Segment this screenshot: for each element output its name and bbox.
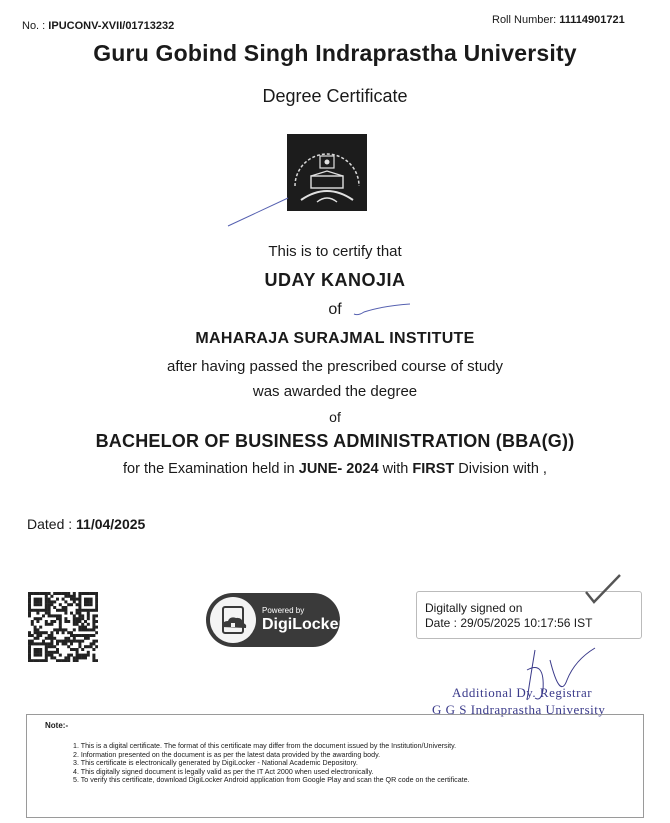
digilocker-badge[interactable] bbox=[206, 593, 345, 647]
note-item: 2. Information presented on the document is as per the latest data provided by the awarding body. bbox=[73, 750, 381, 759]
exam-session: JUNE- 2024 bbox=[298, 461, 379, 477]
exam-mid: with bbox=[378, 461, 413, 477]
dated-label: Dated : bbox=[27, 516, 77, 532]
check-mark-icon bbox=[582, 572, 624, 606]
exam-suffix: Division with , bbox=[454, 461, 547, 477]
dated bbox=[27, 516, 145, 532]
institute-name: MAHARAJA SURAJMAL INSTITUTE bbox=[195, 330, 475, 347]
note-item: 4. This digitally signed document is legally valid as per the IT Act 2000 when used electronically. bbox=[73, 767, 374, 776]
document-title: Degree Certificate bbox=[262, 86, 408, 106]
university-emblem-icon bbox=[287, 134, 367, 211]
pen-tick-mark bbox=[352, 302, 412, 318]
pen-stroke-mark bbox=[226, 196, 290, 230]
roll-number-value: 11114901721 bbox=[559, 14, 625, 26]
signed-date: Date : 29/05/2025 10:17:56 IST bbox=[425, 616, 593, 630]
note-item: 3. This certificate is electronically generated by DigiLocker - National Academic Depository. bbox=[73, 759, 358, 768]
recipient-name: UDAY KANOJIA bbox=[264, 270, 406, 290]
digitally-signed-label: Digitally signed on bbox=[425, 601, 523, 615]
registrar-title: Additional Dy. Registrar bbox=[452, 685, 593, 700]
digilocker-brand: DigiLocker bbox=[262, 616, 345, 633]
certificate-number-value: IPUCONV-XVII/01713232 bbox=[48, 20, 175, 32]
note-item: 1. This is a digital certificate. The format of this certificate may differ from the document issued by the Institution/University. bbox=[73, 742, 457, 750]
certificate-number bbox=[22, 20, 174, 32]
awarded-line: was awarded the degree bbox=[252, 383, 418, 400]
digilocker-cloud-icon bbox=[210, 597, 256, 643]
note-item: 5. To verify this certificate, download DigiLocker Android application from Google Play and scan the QR code on the certificate. bbox=[73, 776, 470, 785]
dated-value: 11/04/2025 bbox=[76, 516, 146, 532]
powered-by-text: Powered by bbox=[262, 606, 305, 615]
division: FIRST bbox=[412, 461, 455, 477]
roll-number bbox=[492, 14, 625, 26]
note-title: Note:- bbox=[45, 721, 69, 730]
registrar-university: G G S Indraprastha University bbox=[432, 702, 606, 717]
note-list bbox=[73, 742, 470, 785]
certify-line: This is to certify that bbox=[268, 243, 402, 260]
of-text: of bbox=[329, 409, 341, 425]
of-text: of bbox=[328, 301, 342, 318]
note-box bbox=[26, 714, 644, 818]
certificate-number-label: No. : bbox=[22, 20, 49, 32]
examination-line bbox=[0, 461, 670, 477]
university-name: Guru Gobind Singh Indraprastha University bbox=[93, 40, 577, 66]
course-line: after having passed the prescribed course of study bbox=[166, 358, 504, 375]
roll-number-label: Roll Number: bbox=[492, 14, 560, 26]
degree-name: BACHELOR OF BUSINESS ADMINISTRATION (BBA(G)) bbox=[95, 431, 575, 451]
qr-code-icon[interactable] bbox=[28, 592, 98, 662]
exam-prefix: for the Examination held in bbox=[123, 461, 299, 477]
